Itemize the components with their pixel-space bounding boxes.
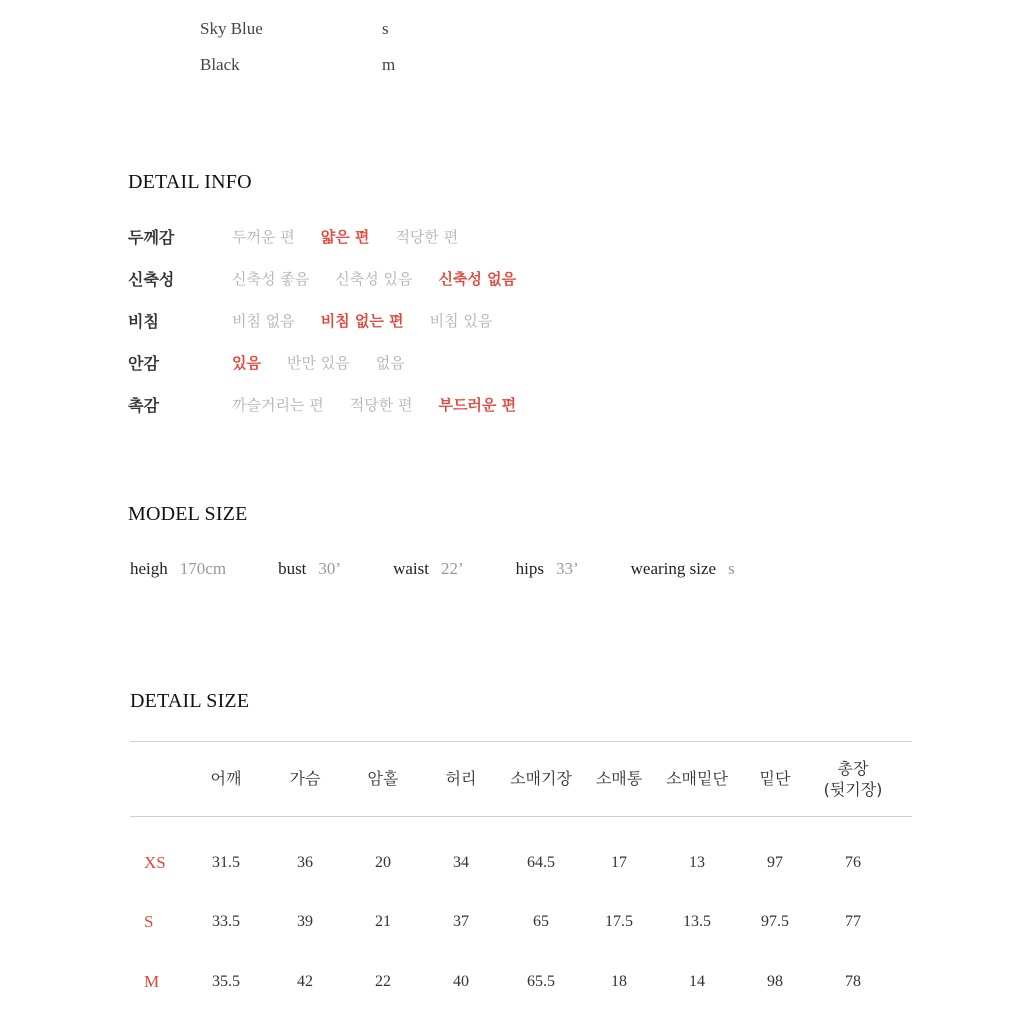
size-name: s bbox=[382, 19, 389, 38]
table-cell: 36 bbox=[297, 854, 313, 871]
table-cell: 34 bbox=[453, 854, 469, 871]
table-cell: 18 bbox=[611, 973, 627, 990]
model-size-row bbox=[130, 556, 735, 582]
table-header-rule bbox=[130, 816, 912, 817]
column-header: 총장 (뒷기장) bbox=[823, 759, 883, 799]
model-size-title: MODEL SIZE bbox=[128, 503, 248, 525]
size-label: M bbox=[144, 972, 160, 991]
info-option-selected: 부드러운 편 bbox=[438, 395, 517, 414]
info-option: 적당한 편 bbox=[395, 227, 459, 246]
model-value: 30’ bbox=[318, 559, 342, 578]
model-label: hips bbox=[515, 559, 544, 578]
size-name: m bbox=[382, 55, 396, 74]
detail-size-title: DETAIL SIZE bbox=[130, 690, 250, 712]
info-label: 신축성 bbox=[128, 269, 175, 289]
table-cell: 98 bbox=[767, 973, 783, 990]
table-cell: 42 bbox=[297, 973, 313, 990]
info-label: 촉감 bbox=[128, 395, 159, 415]
model-label: heigh bbox=[130, 559, 168, 578]
info-label: 두께감 bbox=[128, 227, 175, 247]
color-name: Black bbox=[200, 55, 240, 74]
info-row-texture bbox=[128, 392, 542, 416]
column-header: 소매기장 bbox=[510, 769, 572, 788]
size-label: S bbox=[144, 912, 154, 931]
table-cell: 33.5 bbox=[212, 913, 240, 930]
info-option-selected: 얇은 편 bbox=[320, 227, 370, 246]
info-option: 두꺼운 편 bbox=[232, 227, 295, 246]
model-value: 33’ bbox=[555, 559, 579, 578]
table-cell: 37 bbox=[453, 913, 469, 930]
size-label: XS bbox=[144, 853, 166, 872]
model-value: s bbox=[728, 559, 735, 578]
table-cell: 97 bbox=[767, 854, 783, 871]
model-value: 170cm bbox=[179, 559, 227, 578]
table-cell: 13.5 bbox=[683, 913, 711, 930]
table-cell: 31.5 bbox=[212, 854, 240, 871]
table-cell: 17 bbox=[611, 854, 627, 871]
info-row-thickness bbox=[128, 224, 484, 248]
model-value: 22’ bbox=[440, 559, 464, 578]
column-header: 어깨 bbox=[210, 769, 242, 788]
info-row-sheerness bbox=[128, 308, 518, 332]
info-option: 신축성 좋음 bbox=[232, 269, 310, 288]
table-cell: 13 bbox=[689, 854, 705, 871]
table-cell: 77 bbox=[845, 913, 861, 930]
info-label: 안감 bbox=[128, 353, 159, 373]
column-header: 밑단 bbox=[759, 769, 791, 788]
info-option: 적당한 편 bbox=[349, 395, 413, 414]
table-cell: 22 bbox=[375, 973, 391, 990]
table-cell: 64.5 bbox=[527, 854, 555, 871]
column-header: 소매통 bbox=[595, 769, 643, 788]
table-cell: 35.5 bbox=[212, 973, 240, 990]
info-option: 비침 있음 bbox=[429, 311, 493, 330]
info-option-selected: 비침 없는 편 bbox=[320, 311, 404, 330]
table-top-rule bbox=[130, 741, 912, 742]
info-row-stretch bbox=[128, 266, 542, 290]
info-label: 비침 bbox=[128, 311, 159, 331]
column-header: 암홀 bbox=[367, 769, 399, 788]
table-cell: 40 bbox=[453, 973, 469, 990]
table-cell: 97.5 bbox=[761, 913, 789, 930]
model-label: wearing size bbox=[630, 559, 717, 578]
column-header: 가슴 bbox=[289, 769, 321, 788]
info-option: 신축성 있음 bbox=[335, 269, 413, 288]
column-header: 소매밑단 bbox=[666, 769, 728, 788]
info-option-selected: 있음 bbox=[232, 353, 261, 372]
info-option-selected: 신축성 없음 bbox=[438, 269, 517, 288]
info-option: 반만 있음 bbox=[286, 353, 350, 372]
info-option: 까슬거리는 편 bbox=[232, 395, 324, 414]
table-cell: 21 bbox=[375, 913, 391, 930]
table-cell: 76 bbox=[845, 854, 861, 871]
column-header: 허리 bbox=[445, 769, 477, 788]
model-label: bust bbox=[278, 559, 307, 578]
table-cell: 20 bbox=[375, 854, 391, 871]
color-name: Sky Blue bbox=[200, 19, 263, 38]
model-label: waist bbox=[393, 559, 429, 578]
table-cell: 39 bbox=[297, 913, 313, 930]
info-row-lining bbox=[128, 350, 431, 374]
table-cell: 17.5 bbox=[605, 913, 633, 930]
info-option: 없음 bbox=[375, 353, 405, 372]
table-cell: 65.5 bbox=[527, 973, 555, 990]
table-cell: 14 bbox=[689, 973, 705, 990]
table-cell: 65 bbox=[533, 913, 549, 930]
table-cell: 78 bbox=[845, 973, 861, 990]
info-option: 비침 없음 bbox=[232, 311, 295, 330]
detail-info-title: DETAIL INFO bbox=[128, 171, 252, 193]
